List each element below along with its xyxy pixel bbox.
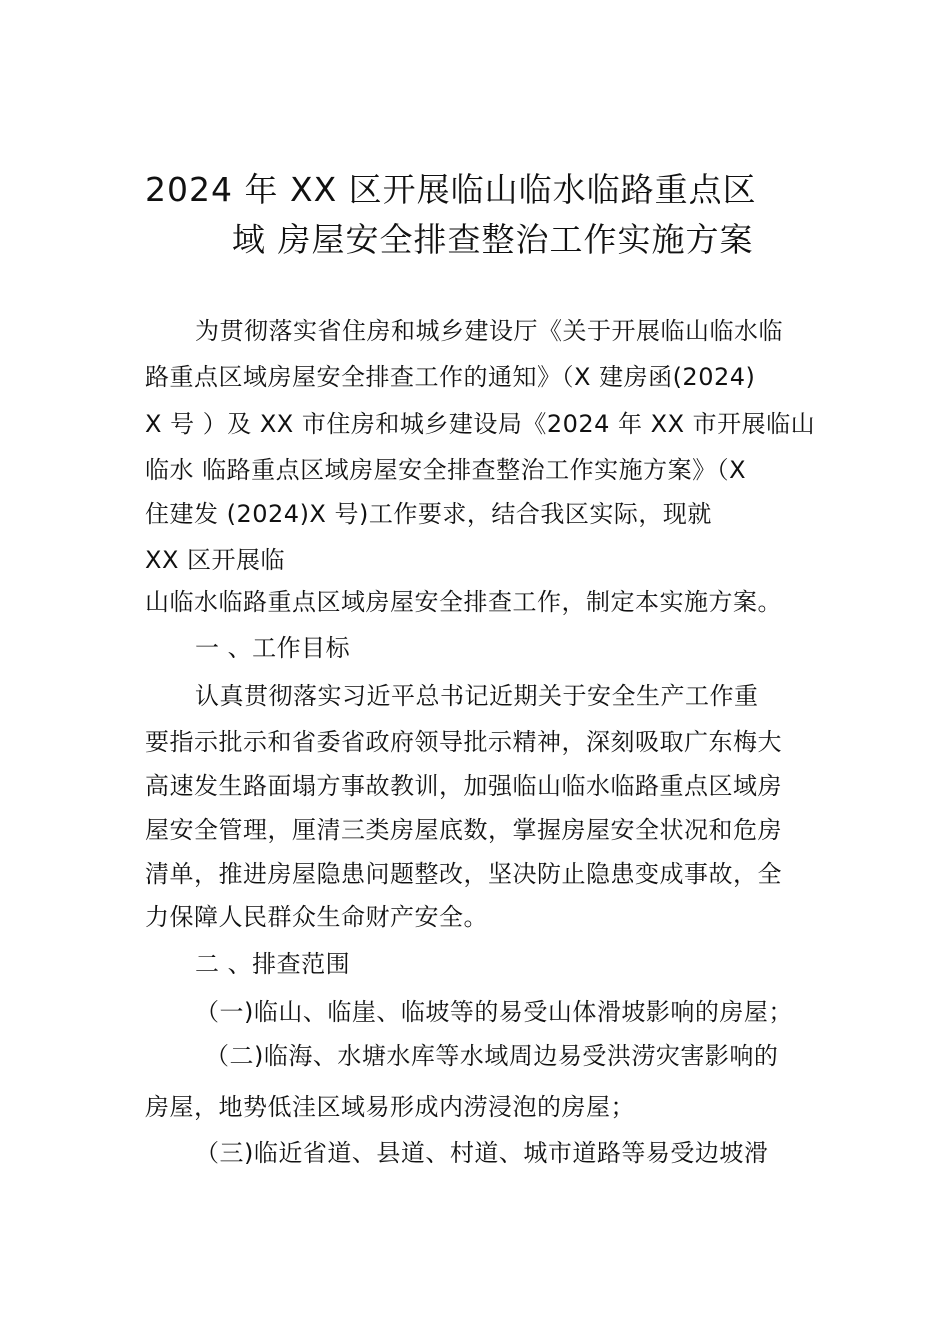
body-line: 高速发生路面塌方事故教训，加强临山临水临路重点区域房: [145, 772, 782, 800]
body-line: （一)临山、临崖、临坡等的易受山体滑坡影响的房屋；: [195, 998, 793, 1026]
body-line: （二)临海、水塘水库等水域周边易受洪涝灾害影响的: [205, 1042, 779, 1070]
section-heading-1: 一 、工作目标: [195, 634, 351, 662]
document-title-line-1: 2024 年 XX 区开展临山临水临路重点区: [145, 170, 757, 209]
body-line: XX 区开展临: [145, 546, 286, 574]
body-line: （三)临近省道、县道、村道、城市道路等易受边坡滑: [195, 1139, 769, 1167]
body-line: 屋安全管理，厘清三类房屋底数，掌握房屋安全状况和危房: [145, 816, 782, 844]
body-line: 力保障人民群众生命财产安全。: [145, 903, 488, 931]
body-line: 住建发 (2024)X 号)工作要求，结合我区实际，现就: [145, 500, 712, 528]
body-line: 路重点区域房屋安全排查工作的通知》（X 建房函(2024): [145, 363, 756, 391]
body-line: 为贯彻落实省住房和城乡建设厅《关于开展临山临水临: [195, 317, 783, 345]
body-line: 认真贯彻落实习近平总书记近期关于安全生产工作重: [195, 682, 759, 710]
body-line: 房屋，地势低洼区域易形成内涝浸泡的房屋；: [145, 1093, 635, 1121]
body-line: 山临水临路重点区域房屋安全排查工作，制定本实施方案。: [145, 588, 782, 616]
body-line: X 号 ）及 XX 市住房和城乡建设局《2024 年 XX 市开展临山: [145, 410, 816, 438]
section-heading-2: 二 、排查范围: [195, 950, 351, 978]
body-line: 临水 临路重点区域房屋安全排查整治工作实施方案》（X: [145, 456, 747, 484]
body-line: 要指示批示和省委省政府领导批示精神，深刻吸取广东梅大: [145, 728, 782, 756]
body-line: 清单，推进房屋隐患问题整改，坚决防止隐患变成事故，全: [145, 860, 782, 888]
document-title-line-2: 域 房屋安全排查整治工作实施方案: [232, 220, 754, 259]
